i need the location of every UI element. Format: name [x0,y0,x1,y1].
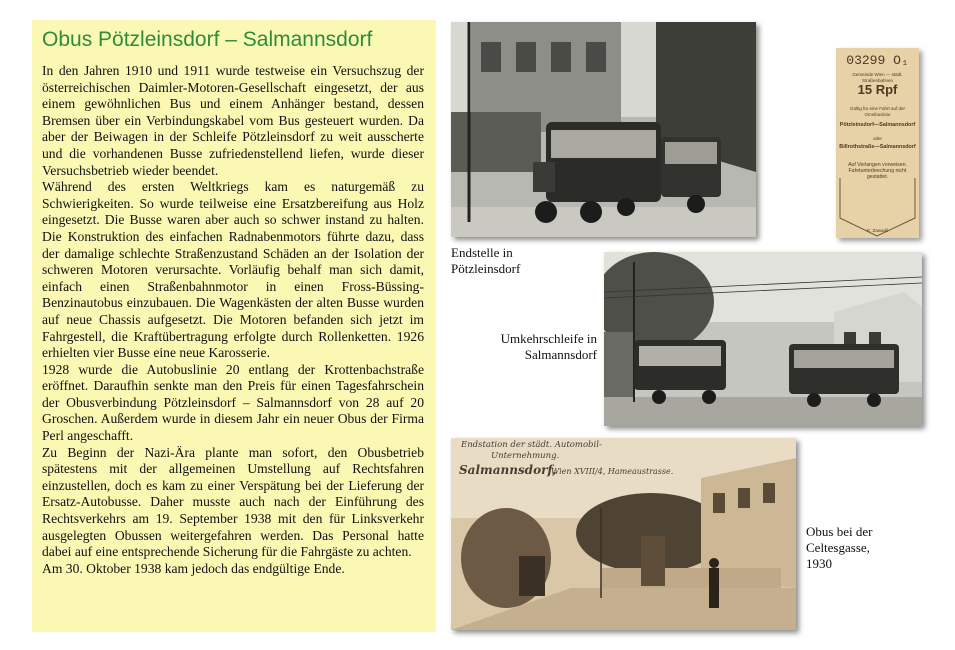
ticket-or: oder [872,136,882,141]
article-body [42,63,424,577]
caption-photo3: Obus bei der Celtesgasse, 1930 [806,524,873,571]
caption-photo1: Endstelle in Pötzleinsdorf [451,245,521,276]
photo-postcard-celtesgasse [451,438,796,630]
postcard-line3-rest: Wien XVIII/4, Hameaustrasse. [551,467,674,476]
paragraph: Während des ersten Weltkriegs kam es naturgemäß zu Schwierigkeiten. So wurde teilweise eine Ersatzbereifung aus Holz eingesetzt. Die Busse waren aber auch so schwer instand zu halten. Die Konstruktion des einfachen Radnabenmotors führte dazu, dass der damalige schlechte Straßenzustand Schäden an der Isolation der schweren Motoren verursachte. Vorläufig behalf man sich damit, einfach einen Straßenbahnmotor in einen Fross-Büssing-Benzinautobus einzubauen. Die Wagenkästen der alten Busse wurden auf neue Chassis aufgesetzt. Die Motoren befanden sich jetzt im Fahrgestell, die Kraftübertragung erfolgte durch Rollenketten. 1926 erhielten vier Busse eine neue Karosserie. [42,179,424,361]
paragraph: 1928 wurde die Autobuslinie 20 entlang der Krottenbachstraße eröffnet. Daraufhin senkte man den Preis für einen Tagesfahrschein der Obusverbindung Pötzleinsdorf – Salmannsdorf von 28 auf 20 Groschen. Außerdem wurde in diesem Jahr ein neuer Obus der Firma Perl angeschafft. [42,361,424,444]
ticket-printer: E. Zawadil [866,228,888,233]
postcard-line2: Unternehmung. [491,451,560,461]
photo-poetzleinsdorf [451,22,756,237]
page-title: Obus Pötzleinsdorf – Salmannsdorf [42,28,373,51]
ticket-number: 03299 O₁ [846,53,909,68]
caption-photo2: Umkehrschleife in Salmannsdorf [500,331,597,362]
photo-salmannsdorf-loop [604,252,922,426]
ticket-validity: Gültig für eine Fahrt auf der Omnibuslinie [849,106,906,117]
ticket-route-1: Pötzleinsdorf—Salmannsdorf [839,122,916,128]
bus-ticket [836,48,919,238]
ticket-route-2: Billrothstraße—Salmannsdorf [839,144,916,150]
text-panel [32,20,436,632]
paragraph: In den Jahren 1910 und 1911 wurde testweise ein Versuchszug der österreichischen Daimler-Motoren-Gesellschaft eingesetzt, der aus einem gewöhnlichen Bus und einem Anhänger bestand, dessen Bremsen über ein Verbindungskabel vom Bus gesteuert wurden. Da aber der Beiwagen in der Schleife Pötzleinsdorf zu weit ausscherte und die vorhandenen Busse zufriedenstellend liefen, wurde dieser Versuchsbetrieb wieder beendet. [42,63,424,178]
paragraph: Am 30. Oktober 1938 kam jedoch das endgültige Ende. [42,560,345,576]
postcard-line3-place: Salmannsdorf, [459,463,557,477]
postcard-line1: Endstation der städt. Automobil- [461,440,602,450]
ticket-price: 15 Rpf [857,82,898,97]
ticket-issuer: Gemeinde Wien — städt. Straßenbahnen [852,72,903,83]
paragraph: Zu Beginn der Nazi-Ära plante man sofort, den Obusbetrieb spätestens mit der allgemeinen Umstellung auf Rechtsfahren einzustellen, doch es kam zu einer Verspätung bei der Lieferung der Ersatz-Autobusse. Daher musste auch nach der Einführung des Rechtsverkehrs am 19. September 1938 mit den für Linksverkehr ausgelegten Obussen weitergefahren werden. Das Personal hatte dabei auf eine entsprechende Sicherung für die Fahrgäste zu achten. [42,444,424,560]
ticket-notice: Auf Verlangen vorweisen. Fahrtunterbrechung nicht gestattet. [848,162,907,180]
